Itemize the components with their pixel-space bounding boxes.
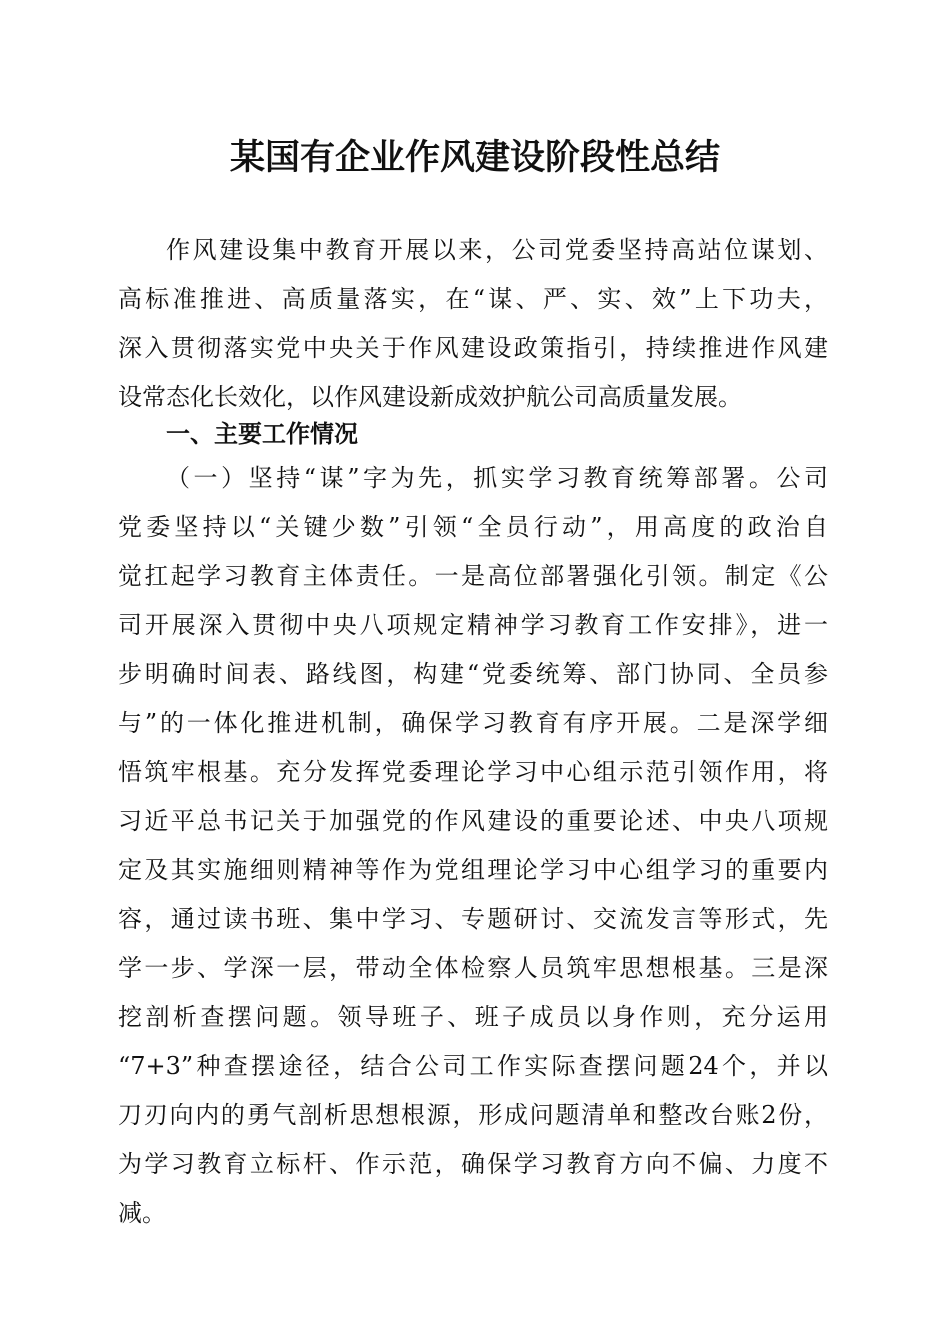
body-line-15: 为学习教育立标杆、作示范，确保学习教育方向不偏、力度不 bbox=[118, 1150, 828, 1178]
intro-line-4: 设常态化长效化，以作风建设新成效护航公司高质量发展。 bbox=[118, 383, 742, 411]
body-line-4: 司开展深入贯彻中央八项规定精神学习教育工作安排》，进一 bbox=[118, 611, 828, 639]
intro-line-2: 高标准推进、高质量落实，在“谋、严、实、效”上下功夫， bbox=[118, 285, 828, 313]
section-heading: 一、主要工作情况 bbox=[166, 420, 358, 448]
body-line-2: 党委坚持以“关键少数”引领“全员行动”，用高度的政治自 bbox=[118, 513, 828, 541]
body-line-1: （一）坚持“谋”字为先，抓实学习教育统筹部署。公司 bbox=[166, 464, 828, 492]
body-line-12: 挖剖析查摆问题。领导班子、班子成员以身作则，充分运用 bbox=[118, 1003, 828, 1031]
body-line-13: “7+3”种查摆途径，结合公司工作实际查摆问题24个，并以 bbox=[118, 1052, 828, 1080]
body-line-7: 悟筑牢根基。充分发挥党委理论学习中心组示范引领作用，将 bbox=[118, 758, 828, 786]
body-line-10: 容，通过读书班、集中学习、专题研讨、交流发言等形式，先 bbox=[118, 905, 828, 933]
intro-line-3: 深入贯彻落实党中央关于作风建设政策指引，持续推进作风建 bbox=[118, 334, 828, 362]
body-line-14: 刀刃向内的勇气剖析思想根源，形成问题清单和整改台账2份， bbox=[118, 1101, 828, 1129]
body-line-11: 学一步、学深一层，带动全体检察人员筑牢思想根基。三是深 bbox=[118, 954, 828, 982]
body-line-8: 习近平总书记关于加强党的作风建设的重要论述、中央八项规 bbox=[118, 807, 828, 835]
document-title: 某国有企业作风建设阶段性总结 bbox=[229, 137, 720, 178]
body-line-16: 减。 bbox=[118, 1199, 166, 1227]
body-line-9: 定及其实施细则精神等作为党组理论学习中心组学习的重要内 bbox=[118, 856, 828, 884]
body-line-3: 觉扛起学习教育主体责任。一是高位部署强化引领。制定《公 bbox=[118, 562, 828, 590]
body-line-5: 步明确时间表、路线图，构建“党委统筹、部门协同、全员参 bbox=[118, 660, 828, 688]
body-line-6: 与”的一体化推进机制，确保学习教育有序开展。二是深学细 bbox=[118, 709, 828, 737]
intro-line-1: 作风建设集中教育开展以来，公司党委坚持高站位谋划、 bbox=[166, 236, 828, 264]
